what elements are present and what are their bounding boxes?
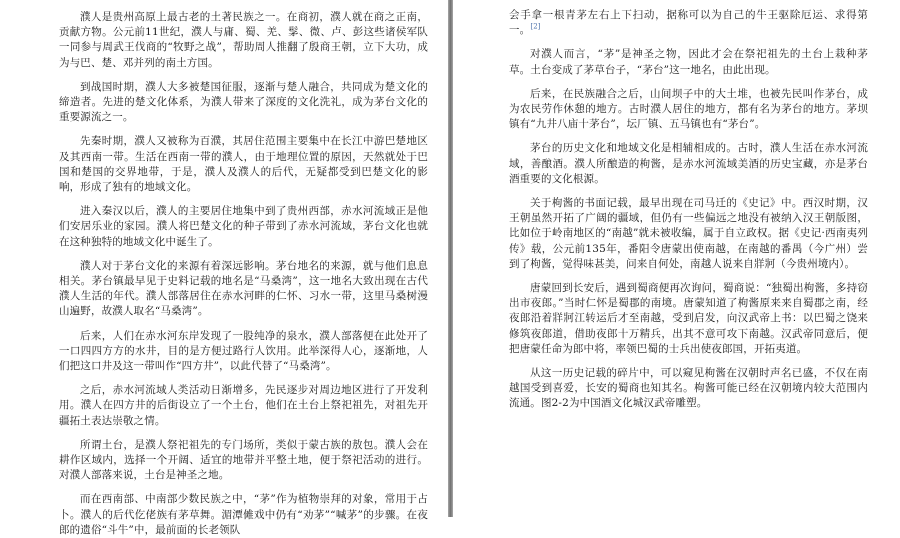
paragraph: 对濮人而言，“茅”是神圣之物，因此才会在祭祀祖先的土台上栽种茅草。土台变成了茅草台子，“茅台”这一地名，由此出现。: [509, 48, 868, 76]
paragraph: 进入秦汉以后，濮人的主要居住地集中到了贵州西部，赤水河流域正是他们安居乐业的家园。濮人将巴楚文化的种子带到了赤水河流域，茅台文化也就在这种独特的地域文化中诞生了。: [59, 205, 428, 248]
paragraph: 从这一历史记载的碎片中，可以窥见枸酱在汉朝时声名已盛，不仅在南越国受到喜爱，长安的蜀商也知其名。枸酱可能已经在汉朝境内较大范围内流通。图2-2为中国酒文化城汉武帝雕塑。: [509, 367, 868, 410]
continued-paragraph-text: 会手拿一根青茅左右上下扫动，据称可以为自己的牛王驱除厄运、求得第一。: [509, 9, 868, 37]
paragraph: 濮人对于茅台文化的来源有着深远影响。茅台地名的来源，就与他们息息相关。茅台镇最早见于史料记载的地名是“马桑湾”，这一地名大致出现在古代濮人生活的年代。濮人部落居住在赤水河畔的仁怀、习水一带，这里马桑树漫山遍野，故濮人取名“马桑湾”。: [59, 259, 428, 318]
paragraph: 关于枸酱的书面记载，最早出现在司马迁的《史记》中。西汉时期，汉王朝虽然开拓了广阔的疆域，但仍有一些偏远之地没有被纳入汉王朝版图，比如位于岭南地区的“南越”就未被收编，属于自立政权。据《史记·西南夷列传》载，公元前135年，番阳令唐蒙出使南越，在南越的番禺（今广州）尝到了枸酱，觉得味甚美，问来自何处，南越人说来自牂牁（今贵州境内）。: [509, 197, 868, 270]
paragraph: 到战国时期，濮人大多被楚国征服，逐渐与楚人融合，共同成为楚文化的缔造者。先进的楚文化体系，为濮人带来了深度的文化洗礼，成为茅台文化的重要源流之一。: [59, 80, 428, 124]
paragraph: 先秦时期，濮人又被称为百濮，其居住范围主要集中在长江中游巴楚地区及其西南一带。生活在西南一带的濮人，由于地理位置的原因，天然就处于巴国和楚国的交界地带，于是，濮人及濮人的后代，无疑都受到巴楚文化的影响，形成了独有的地域文化。: [59, 135, 428, 194]
continued-paragraph: [509, 8, 868, 38]
paragraph: 后来，在民族融合之后，山间坝子中的大土堆，也被先民叫作茅台，成为农民劳作休憩的地方。古时濮人居住的地方，都有名为茅台的地方。茅坝镇有“九井八庙十茅台”，坛厂镇、五马镇也有“茅台”。: [509, 87, 868, 131]
paragraph: 之后，赤水河流域人类活动日渐增多，先民逐步对周边地区进行了开发利用。濮人在四方井的后街设立了一个土台，他们在土台上祭祀祖先，对祖先开疆拓土表达崇敬之情。: [59, 384, 428, 427]
paragraph: 茅台的历史文化和地域文化是相辅相成的。古时，濮人生活在赤水河流域，善酿酒。濮人所酿造的枸酱，是赤水河流域美酒的历史宝藏，亦是茅台酒重要的文化根源。: [509, 142, 868, 185]
paragraph: 唐蒙回到长安后，遇到蜀商便再次询问，蜀商说：“独蜀出枸酱，多持窃出市夜郎。”当时仁怀是蜀郡的南境。唐蒙知道了枸酱原来来自蜀郡之南，经夜郎沿着牂牁江转运后才至南越，受到启发，向汉武帝上书：以巴蜀之饶来修筑夜郎道，借助夜郎十万精兵，出其不意可攻下南越。汉武帝同意后，便把唐蒙任命为郎中将，率领巴蜀的士兵出使夜郎国，开拓夷道。: [509, 282, 868, 355]
paragraph: 所谓土台，是濮人祭祀祖先的专门场所，类似于蒙古族的敖包。濮人会在耕作区域内，选择一个开阔、适宜的地带并平整土地，便于祭祀活动的进行。对濮人部落来说，土台是神圣之地。: [59, 438, 428, 482]
right-page: [453, 0, 900, 517]
paragraph: 而在西南部、中南部少数民族之中，“茅”作为植物崇拜的对象，常用于占卜。濮人的后代仡佬族有茅草舞。湄潭傩戏中仍有“劝茅”“喊茅”的步骤。在夜郎的遗俗“斗牛”中，最前面的长老领队: [59, 493, 428, 536]
paragraph: 后来，人们在赤水河东岸发现了一股纯净的泉水，濮人部落便在此处开了一口四四方方的水井，目的是方便过路行人饮用。此举深得人心，逐渐地，人们把这口井及这一带叫作“四方井”，以此代替了“马桑湾”。: [59, 329, 428, 373]
footnote-marker[interactable]: [2]: [530, 22, 541, 31]
paragraph: 濮人是贵州高原上最古老的土著民族之一。在商初，濮人就在商之正南，贡献方物。公元前11世纪，濮人与庸、蜀、羌、髳、微、卢、彭这些诸侯军队一同参与周武王伐商的“牧野之战”，帮助周人推翻了殷商王朝，立下大功，成为与巴、楚、邓并列的南土方国。: [59, 11, 428, 69]
left-page: [0, 0, 448, 536]
